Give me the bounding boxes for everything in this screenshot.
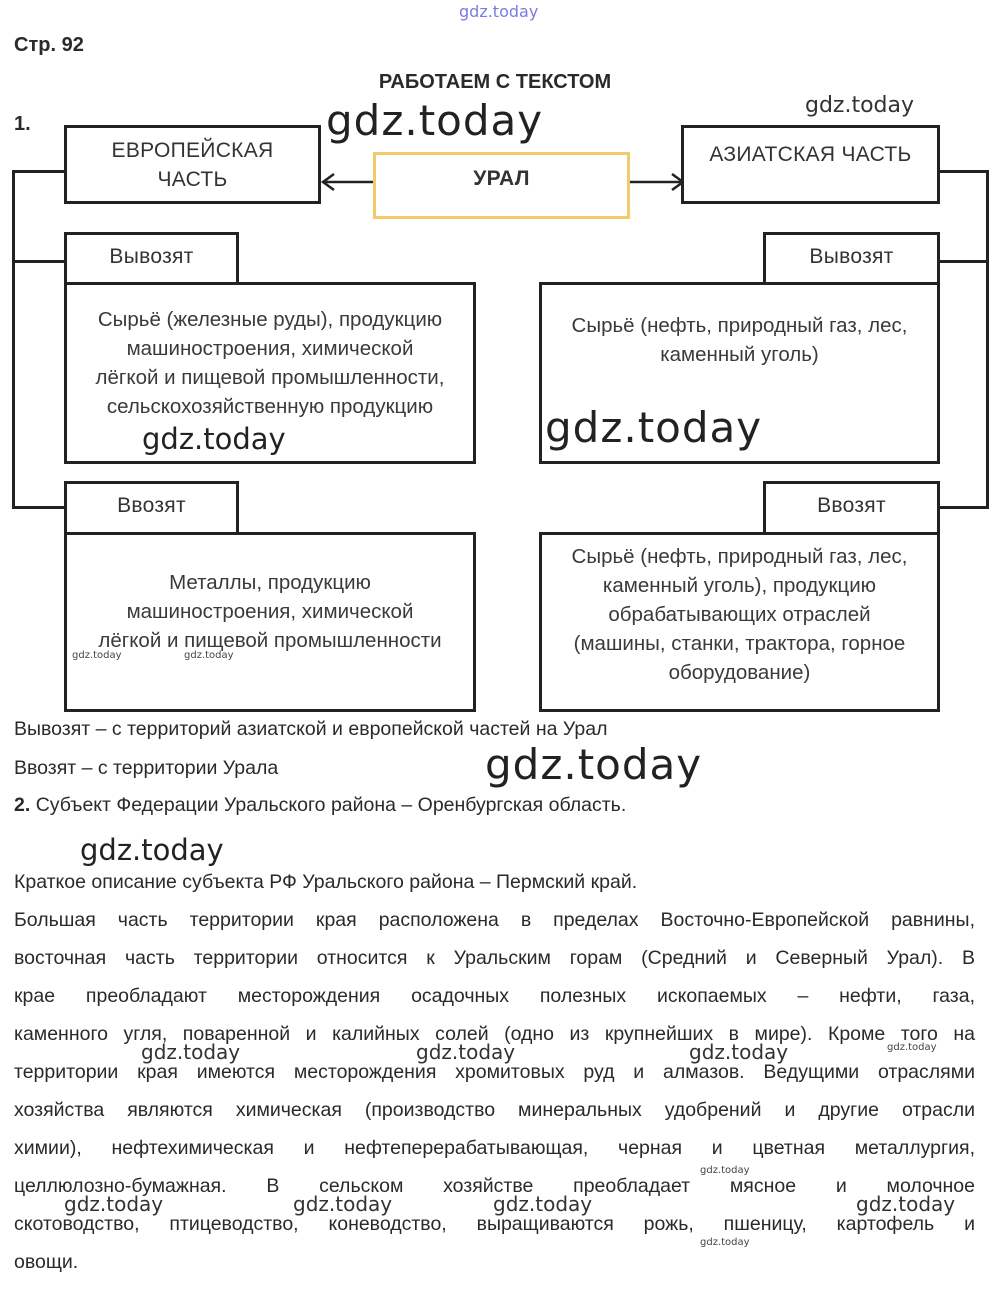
watermark: gdz.today [493, 1192, 593, 1216]
asian-part-title: АЗИАТСКАЯ ЧАСТЬ [709, 143, 912, 166]
watermark: gdz.today [485, 740, 703, 789]
task2-number: 2. [14, 794, 31, 816]
right-import-text: Сырьё (нефть, природный газ, лес, каменный уголь), продукцию обрабатывающих отраслей (машины, станки, трактора, горное оборудование) [571, 545, 908, 684]
note-import: Ввозят – с территории Урала [14, 757, 279, 779]
watermark: gdz.today [805, 93, 915, 118]
right-outer-vertical-line [986, 170, 989, 509]
right-arrow [628, 170, 688, 194]
watermark: gdz.today [700, 1237, 750, 1248]
watermark: gdz.today [689, 1040, 789, 1064]
task2-line-8: целлюлозно-бумажная. В сельском хозяйстве преобладает мясное и молочное [14, 1175, 975, 1197]
asian-part-box [681, 125, 940, 204]
ural-title: УРАЛ [473, 167, 530, 190]
task2-line-7: химии), нефтехимическая и нефтеперерабатывающая, черная и цветная металлургия, [14, 1137, 975, 1159]
left-export-label: Вывозят [109, 245, 194, 268]
left-outer-vertical-line [12, 170, 15, 509]
watermark: gdz.today [141, 1040, 241, 1064]
task2-line-6: хозяйства являются химическая (производство минеральных удобрений и другие отрасли [14, 1099, 975, 1121]
task2-line-4: каменного угля, поваренной и калийных солей (одно из крупнейших в мире). Кроме того на [14, 1023, 975, 1045]
top-watermark: gdz.today [459, 2, 539, 21]
left-export-label-box [64, 232, 239, 286]
watermark: gdz.today [887, 1042, 937, 1053]
task2-line-9: скотоводство, птицеводство, коневодство, выращиваются рожь, пшеницу, картофель и [14, 1213, 975, 1235]
european-part-box [64, 125, 321, 204]
right-export-label-box [763, 232, 940, 286]
watermark: gdz.today [184, 650, 234, 661]
right-import-content-box [539, 532, 940, 712]
watermark: gdz.today [72, 650, 122, 661]
right-export-label: Вывозят [809, 245, 894, 268]
page-number: Стр. 92 [14, 34, 84, 56]
right-import-label: Ввозят [817, 494, 886, 517]
right-import-label-box [763, 481, 940, 536]
left-import-content-box [64, 532, 476, 712]
watermark: gdz.today [700, 1165, 750, 1176]
left-import-label-box [64, 481, 239, 536]
left-outer-mid-line [12, 260, 66, 263]
watermark: gdz.today [416, 1040, 516, 1064]
left-import-label: Ввозят [117, 494, 186, 517]
watermark: gdz.today [64, 1192, 164, 1216]
left-outer-top-line [12, 170, 66, 173]
left-arrow [318, 170, 378, 194]
note-export: Вывозят – с территорий азиатской и европейской частей на Урал [14, 718, 608, 740]
task2-line-5: территории края имеются месторождения хромитовых руд и алмазов. Ведущими отраслями [14, 1061, 975, 1083]
task2-answer [14, 794, 975, 816]
section-title: РАБОТАЕМ С ТЕКСТОМ [378, 71, 612, 93]
task2-line-1: Большая часть территории края расположена в пределах Восточно-Европейской равнины, [14, 909, 975, 931]
task2-line-3: крае преобладают месторождения осадочных полезных ископаемых – нефти, газа, [14, 985, 975, 1007]
left-export-text: Сырьё (железные руды), продукцию машиностроения, химической лёгкой и пищевой промышленности, сельскохозяйственную продукцию [95, 308, 445, 418]
right-outer-mid-line [938, 260, 989, 263]
watermark: gdz.today [545, 403, 763, 452]
right-outer-bottom-line [938, 506, 989, 509]
watermark: gdz.today [142, 422, 286, 456]
watermark: gdz.today [856, 1192, 956, 1216]
right-outer-top-line [938, 170, 989, 173]
left-import-text: Металлы, продукцию машиностроения, химической лёгкой и пищевой промышленности [98, 571, 442, 652]
right-export-text: Сырьё (нефть, природный газ, лес, каменный уголь) [571, 314, 908, 366]
european-part-title: ЕВРОПЕЙСКАЯ ЧАСТЬ [111, 138, 274, 191]
task2-intro: Краткое описание субъекта РФ Уральского района – Пермский край. [14, 871, 638, 893]
task1-number: 1. [14, 113, 31, 135]
watermark: gdz.today [293, 1192, 393, 1216]
watermark: gdz.today [326, 96, 544, 145]
task2-answer-text: Субъект Федерации Уральского района – Оренбургская область. [35, 794, 627, 816]
task2-line-2: восточная часть территории относится к Уральским горам (Средний и Северный Урал). В [14, 947, 975, 969]
task2-line-10: овощи. [14, 1251, 79, 1273]
ural-box [373, 152, 630, 219]
watermark: gdz.today [80, 833, 224, 867]
left-outer-bottom-line [12, 506, 66, 509]
